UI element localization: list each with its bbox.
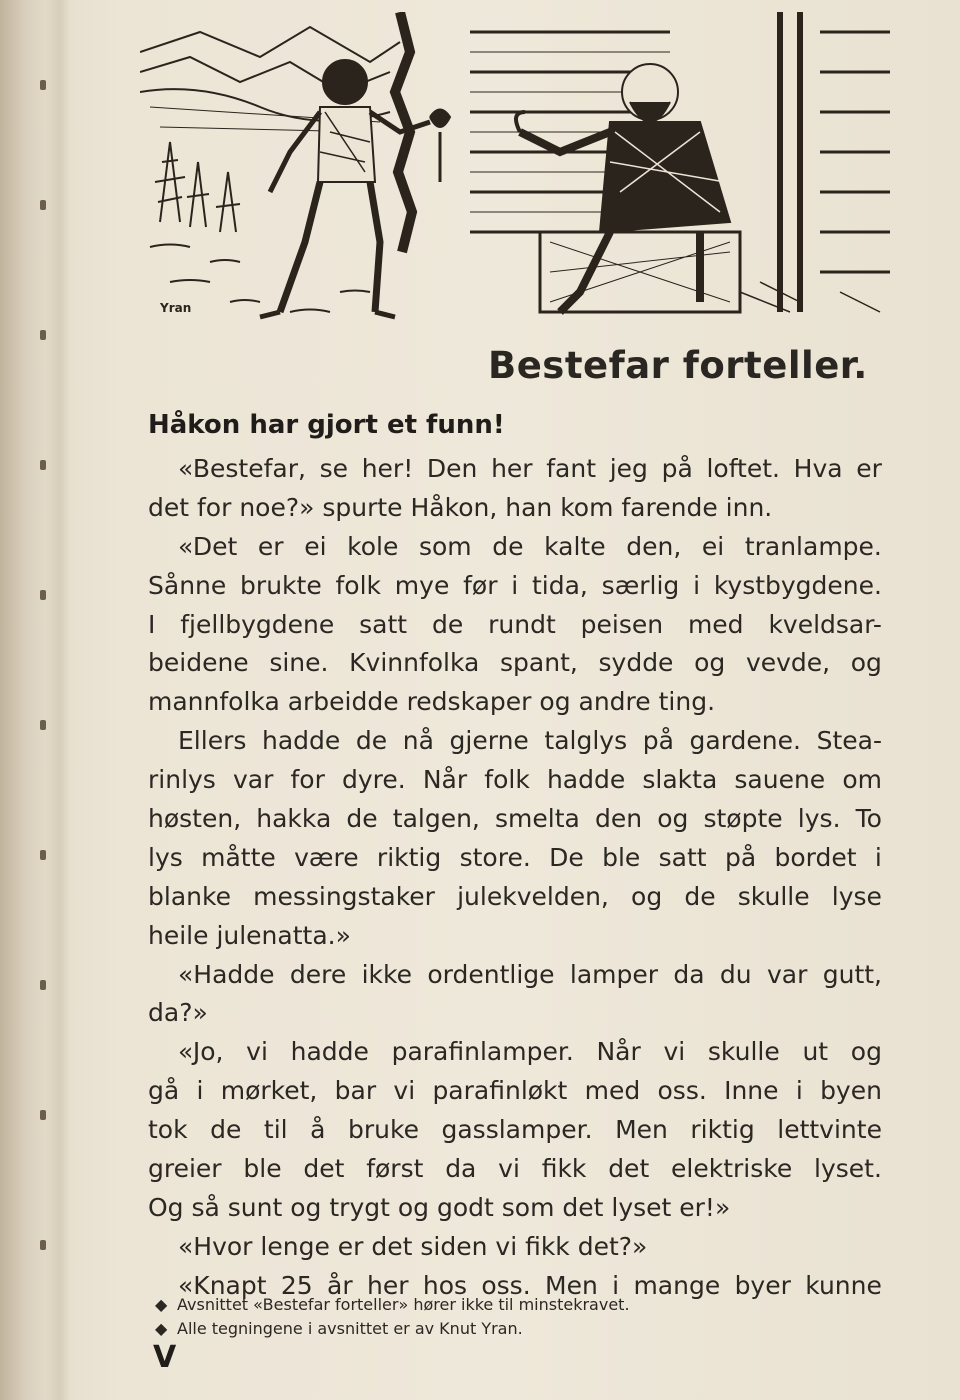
page-folio: V	[153, 1340, 177, 1375]
binding-stitch	[40, 1110, 46, 1120]
footnote-text: Avsnittet «Bestefar forteller» hører ikke til minstekravet.	[177, 1295, 630, 1314]
text-line: rinlys var for dyre. Når folk hadde slakta sauene om	[148, 765, 882, 795]
text-line: mannfolka arbeidde redskaper og andre ting.	[148, 687, 716, 717]
text-line: lys måtte være riktig store. De ble satt på bordet i	[148, 842, 882, 872]
text-line: beidene sine. Kvinnfolka spant, sydde og vevde, og	[148, 648, 882, 678]
text-line: «Knapt 25 år her hos oss. Men i mange byer kunne	[178, 1270, 882, 1300]
text-line: høsten, hakka de talgen, smelta den og støpte lys. To	[148, 804, 882, 834]
text-line: I fjellbygdene satt de rundt peisen med kveldsar-	[148, 609, 882, 639]
illustration-signature: Yran	[160, 301, 192, 315]
diamond-bullet-icon: ◆	[155, 1319, 168, 1338]
text-line: Sånne brukte folk mye før i tida, særlig i kystbygdene.	[148, 570, 882, 600]
text-line: Og så sunt og trygt og godt som det lyset er!»	[148, 1192, 731, 1222]
book-gutter	[0, 0, 70, 1400]
binding-stitch	[40, 200, 46, 210]
section-heading: Håkon har gjort et funn!	[148, 410, 505, 440]
footnote-text: Alle tegningene i avsnittet er av Knut Yran.	[177, 1319, 523, 1338]
text-line: «Hadde dere ikke ordentlige lamper da du var gutt,	[178, 959, 882, 989]
diamond-bullet-icon: ◆	[155, 1295, 168, 1314]
text-line: blanke messingstaker julekvelden, og de skulle lyse	[148, 881, 882, 911]
text-line: «Bestefar, se her! Den her fant jeg på loftet. Hva er	[178, 454, 882, 483]
page-title: Bestefar forteller.	[488, 344, 868, 387]
binding-stitch	[40, 330, 46, 340]
text-line: Ellers hadde de nå gjerne talglys på gardene. Stea-	[178, 726, 882, 756]
text-line: «Hvor lenge er det siden vi fikk det?»	[178, 1231, 648, 1261]
illustration-boy-and-grandfather-icon	[140, 12, 890, 322]
text-line: greier ble det først da vi fikk det elektriske lyset.	[148, 1154, 882, 1184]
text-line: da?»	[148, 998, 208, 1028]
text-line: «Det er ei kole som de kalte den, ei tranlampe.	[178, 531, 882, 561]
binding-stitch	[40, 80, 46, 90]
text-line: gå i mørket, bar vi parafinløkt med oss. Inne i byen	[148, 1076, 882, 1106]
text-line: tok de til å bruke gasslamper. Men riktig lettvinte	[148, 1115, 882, 1145]
binding-stitch	[40, 980, 46, 990]
footnotes	[155, 1293, 855, 1341]
binding-stitch	[40, 850, 46, 860]
body-text	[148, 450, 882, 1306]
binding-stitch	[40, 1240, 46, 1250]
binding-stitch	[40, 460, 46, 470]
binding-stitch	[40, 720, 46, 730]
binding-stitch	[40, 590, 46, 600]
text-line: heile julenatta.»	[148, 920, 351, 950]
footnote	[155, 1293, 855, 1317]
text-line: «Jo, vi hadde parafinlamper. Når vi skulle ut og	[178, 1037, 882, 1067]
footnote	[155, 1317, 855, 1341]
text-line: det for noe?» spurte Håkon, han kom farende inn.	[148, 492, 773, 522]
